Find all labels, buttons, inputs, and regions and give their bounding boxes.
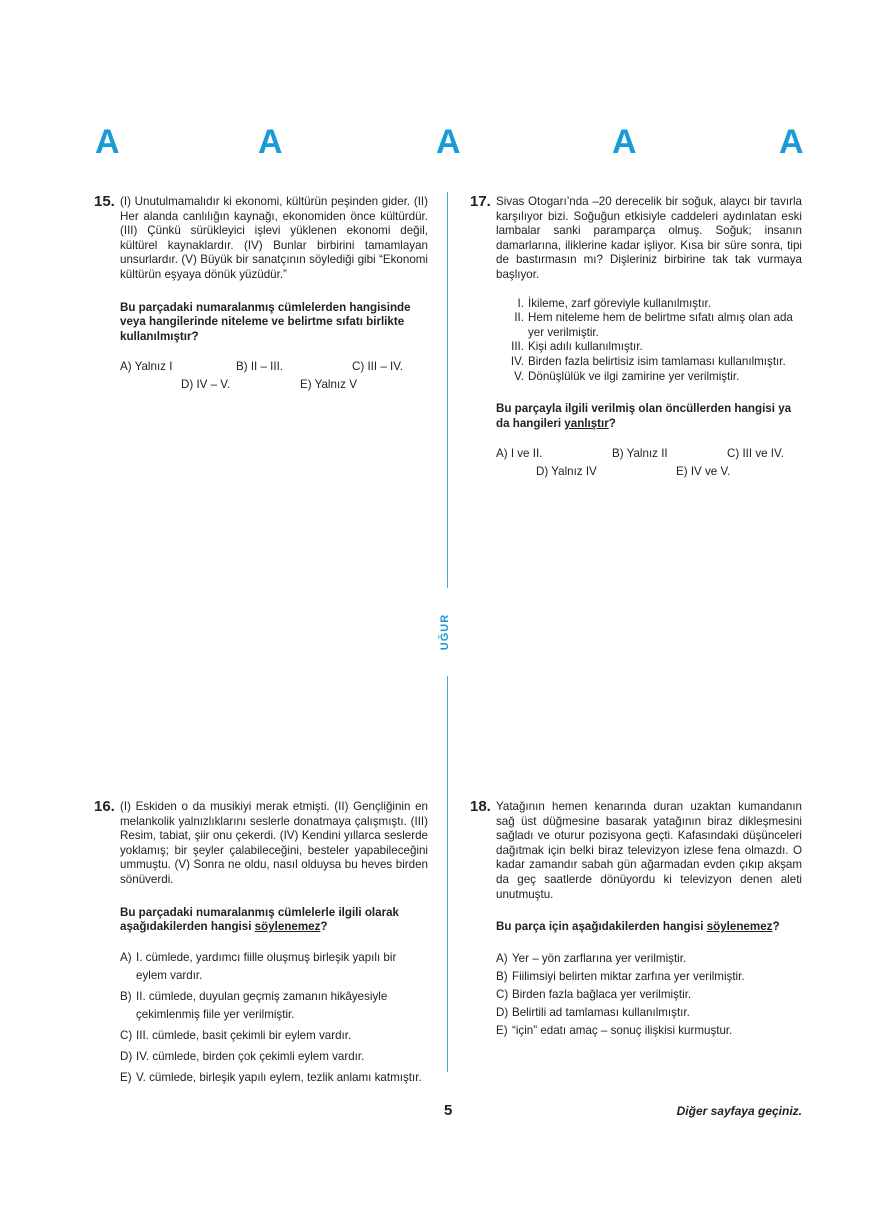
option-b[interactable]: B) II. cümlede, duyulan geçmiş zamanın hikâyesiyle çekimlenmiş fiile yer verilmiştir.: [120, 989, 388, 1021]
option-a[interactable]: A) I ve II.: [496, 447, 543, 461]
option-c[interactable]: C) Birden fazla bağlaca yer verilmiştir.: [496, 987, 692, 1001]
option-e[interactable]: E) IV ve V.: [676, 465, 731, 479]
option-c[interactable]: C) III. cümlede, basit çekimli bir eylem vardır.: [120, 1028, 352, 1042]
option-d[interactable]: D) IV – V.: [181, 378, 231, 392]
option-e[interactable]: E) Yalnız V: [300, 378, 357, 392]
option-b[interactable]: B) II – III.: [236, 360, 284, 374]
premise-iv: IV. Birden fazla belirtisiz isim tamlaması kullanılmıştır.: [510, 354, 786, 368]
question-16-number: 16.: [94, 798, 115, 815]
question-16-stem: Bu parçadaki numaralanmış cümlelerle ilgili olarak aşağıdakilerden hangisi söylenemez?: [120, 905, 400, 934]
option-b[interactable]: B) Yalnız II: [612, 447, 668, 461]
premise-ii: II. Hem niteleme hem de belirtme sıfatı almış olan ada yer verilmiştir.: [514, 311, 793, 339]
option-b[interactable]: B) Fiilimsiyi belirten miktar zarfına yer verilmiştir.: [496, 969, 745, 983]
question-17-premises: [496, 297, 802, 385]
question-15-stem: Bu parçadaki numaralanmış cümlelerden hangisinde veya hangilerinde niteleme ve belirtme sıfatı birlikte kullanılmıştır?: [120, 300, 411, 343]
question-18-number: 18.: [470, 798, 491, 815]
question-16-options: [120, 949, 428, 1087]
option-c[interactable]: C) III ve IV.: [727, 447, 784, 461]
booklet-letter-3: A: [436, 123, 461, 161]
question-18-options: [496, 951, 802, 1038]
option-e[interactable]: E) V. cümlede, birleşik yapılı eylem, tezlik anlamı katmıştır.: [120, 1070, 422, 1084]
question-18-text: Yatağının hemen kenarında duran uzaktan kumandanın sağ üst düğmesine basarak yatağının biraz dikleşmesini sağladı ve oturur pozisyona geçti. Kafasındaki düşünceleri dağıtmak için belki biraz televizyon izlese fena olmazdı. O kadar zamandır sabah gün ağarmadan evden çıkıp akşam da geç saatlerde dönüyordu ki televizyon denen aleti unutmuştu.: [496, 800, 802, 901]
column-divider-top: [447, 192, 448, 588]
question-17-number: 17.: [470, 193, 491, 210]
question-15-number: 15.: [94, 193, 115, 210]
option-d[interactable]: D) Belirtili ad tamlaması kullanılmıştır.: [496, 1005, 690, 1019]
premise-iii: III. Kişi adılı kullanılmıştır.: [511, 340, 643, 354]
option-a[interactable]: A) Yer – yön zarflarına yer verilmiştir.: [496, 951, 687, 965]
booklet-letter-2: A: [258, 123, 283, 161]
page-number: 5: [444, 1102, 453, 1119]
column-divider-bottom: [447, 676, 448, 1072]
question-16-text: (I) Eskiden o da musikiyi merak etmişti. (II) Gençliğinin en melankolik yalnızlıklarını seslerle donatmaya çalışmıştı. (III) Resim, tabiat, şiir onu çekerdi. (IV) Kendini yıllarca seslerde yoklamış; bir şeyler çalabileceğini, besteler yapabileceğini ummuştu. (V) Sonra ne oldu, nasıl olduysa bu heves birden sönüverdi.: [120, 800, 428, 886]
brand-watermark: UĞUR: [439, 613, 452, 651]
question-18-stem: Bu parça için aşağıdakilerden hangisi söylenemez?: [496, 920, 780, 934]
question-17-options: [496, 447, 802, 483]
booklet-letter-4: A: [612, 123, 637, 161]
question-15: [120, 195, 428, 396]
next-page-note: Diğer sayfaya geçiniz.: [676, 1104, 802, 1118]
option-d[interactable]: D) IV. cümlede, birden çok çekimli eylem vardır.: [120, 1049, 365, 1063]
option-e[interactable]: E) “için” edatı amaç – sonuç ilişkisi kurmuştur.: [496, 1023, 733, 1037]
premise-v: V. Dönüşlülük ve ilgi zamirine yer verilmiştir.: [514, 369, 740, 383]
question-16: [120, 800, 428, 1090]
option-a[interactable]: A) I. cümlede, yardımcı fiille oluşmuş birleşik yapılı bir eylem vardır.: [120, 950, 397, 982]
premise-i: I. İkileme, zarf göreviyle kullanılmıştır.: [517, 296, 711, 310]
option-d[interactable]: D) Yalnız IV: [536, 465, 597, 479]
question-18: [496, 800, 802, 1041]
option-a[interactable]: A) Yalnız I: [120, 360, 173, 374]
question-17-text: Sivas Otogarı’nda –20 derecelik bir soğuk, alaycı bir tavırla karşılıyor bizi. Soğuğun etkisiyle caddeleri aydınlatan eski lambalar sanki paramparça olmuş. Soğuk; insanın damarlarına, iliklerine kadar işliyor. Kısa bir süre sonra, tipi de bastırmasın mı? Dişleriniz birbirine tak tak vurmaya başlıyor.: [496, 195, 802, 281]
question-15-text: (I) Unutulmamalıdır ki ekonomi, kültürün peşinden gider. (II) Her alanda canlılığın kaynağı, ekonomiden önce kültürdür. (III) Çünkü sürükleyici işlevi yüklenen ekonomi değil, kültürel kaynaklardır. (IV) Bunlar birbirini tamamlayan unsurlardır. (V) Büyük bir sanatçının söylediği gibi “Ekonomi kültürün eşyaya dönük yüzüdür.”: [120, 195, 428, 281]
booklet-letter-1: A: [95, 123, 120, 161]
booklet-letter-5: A: [779, 123, 804, 161]
question-15-options: [120, 360, 428, 396]
question-17: [496, 195, 802, 483]
option-c[interactable]: C) III – IV.: [352, 360, 404, 374]
question-17-stem: Bu parçayla ilgili verilmiş olan öncüllerden hangisi ya da hangileri yanlıştır?: [496, 402, 792, 430]
